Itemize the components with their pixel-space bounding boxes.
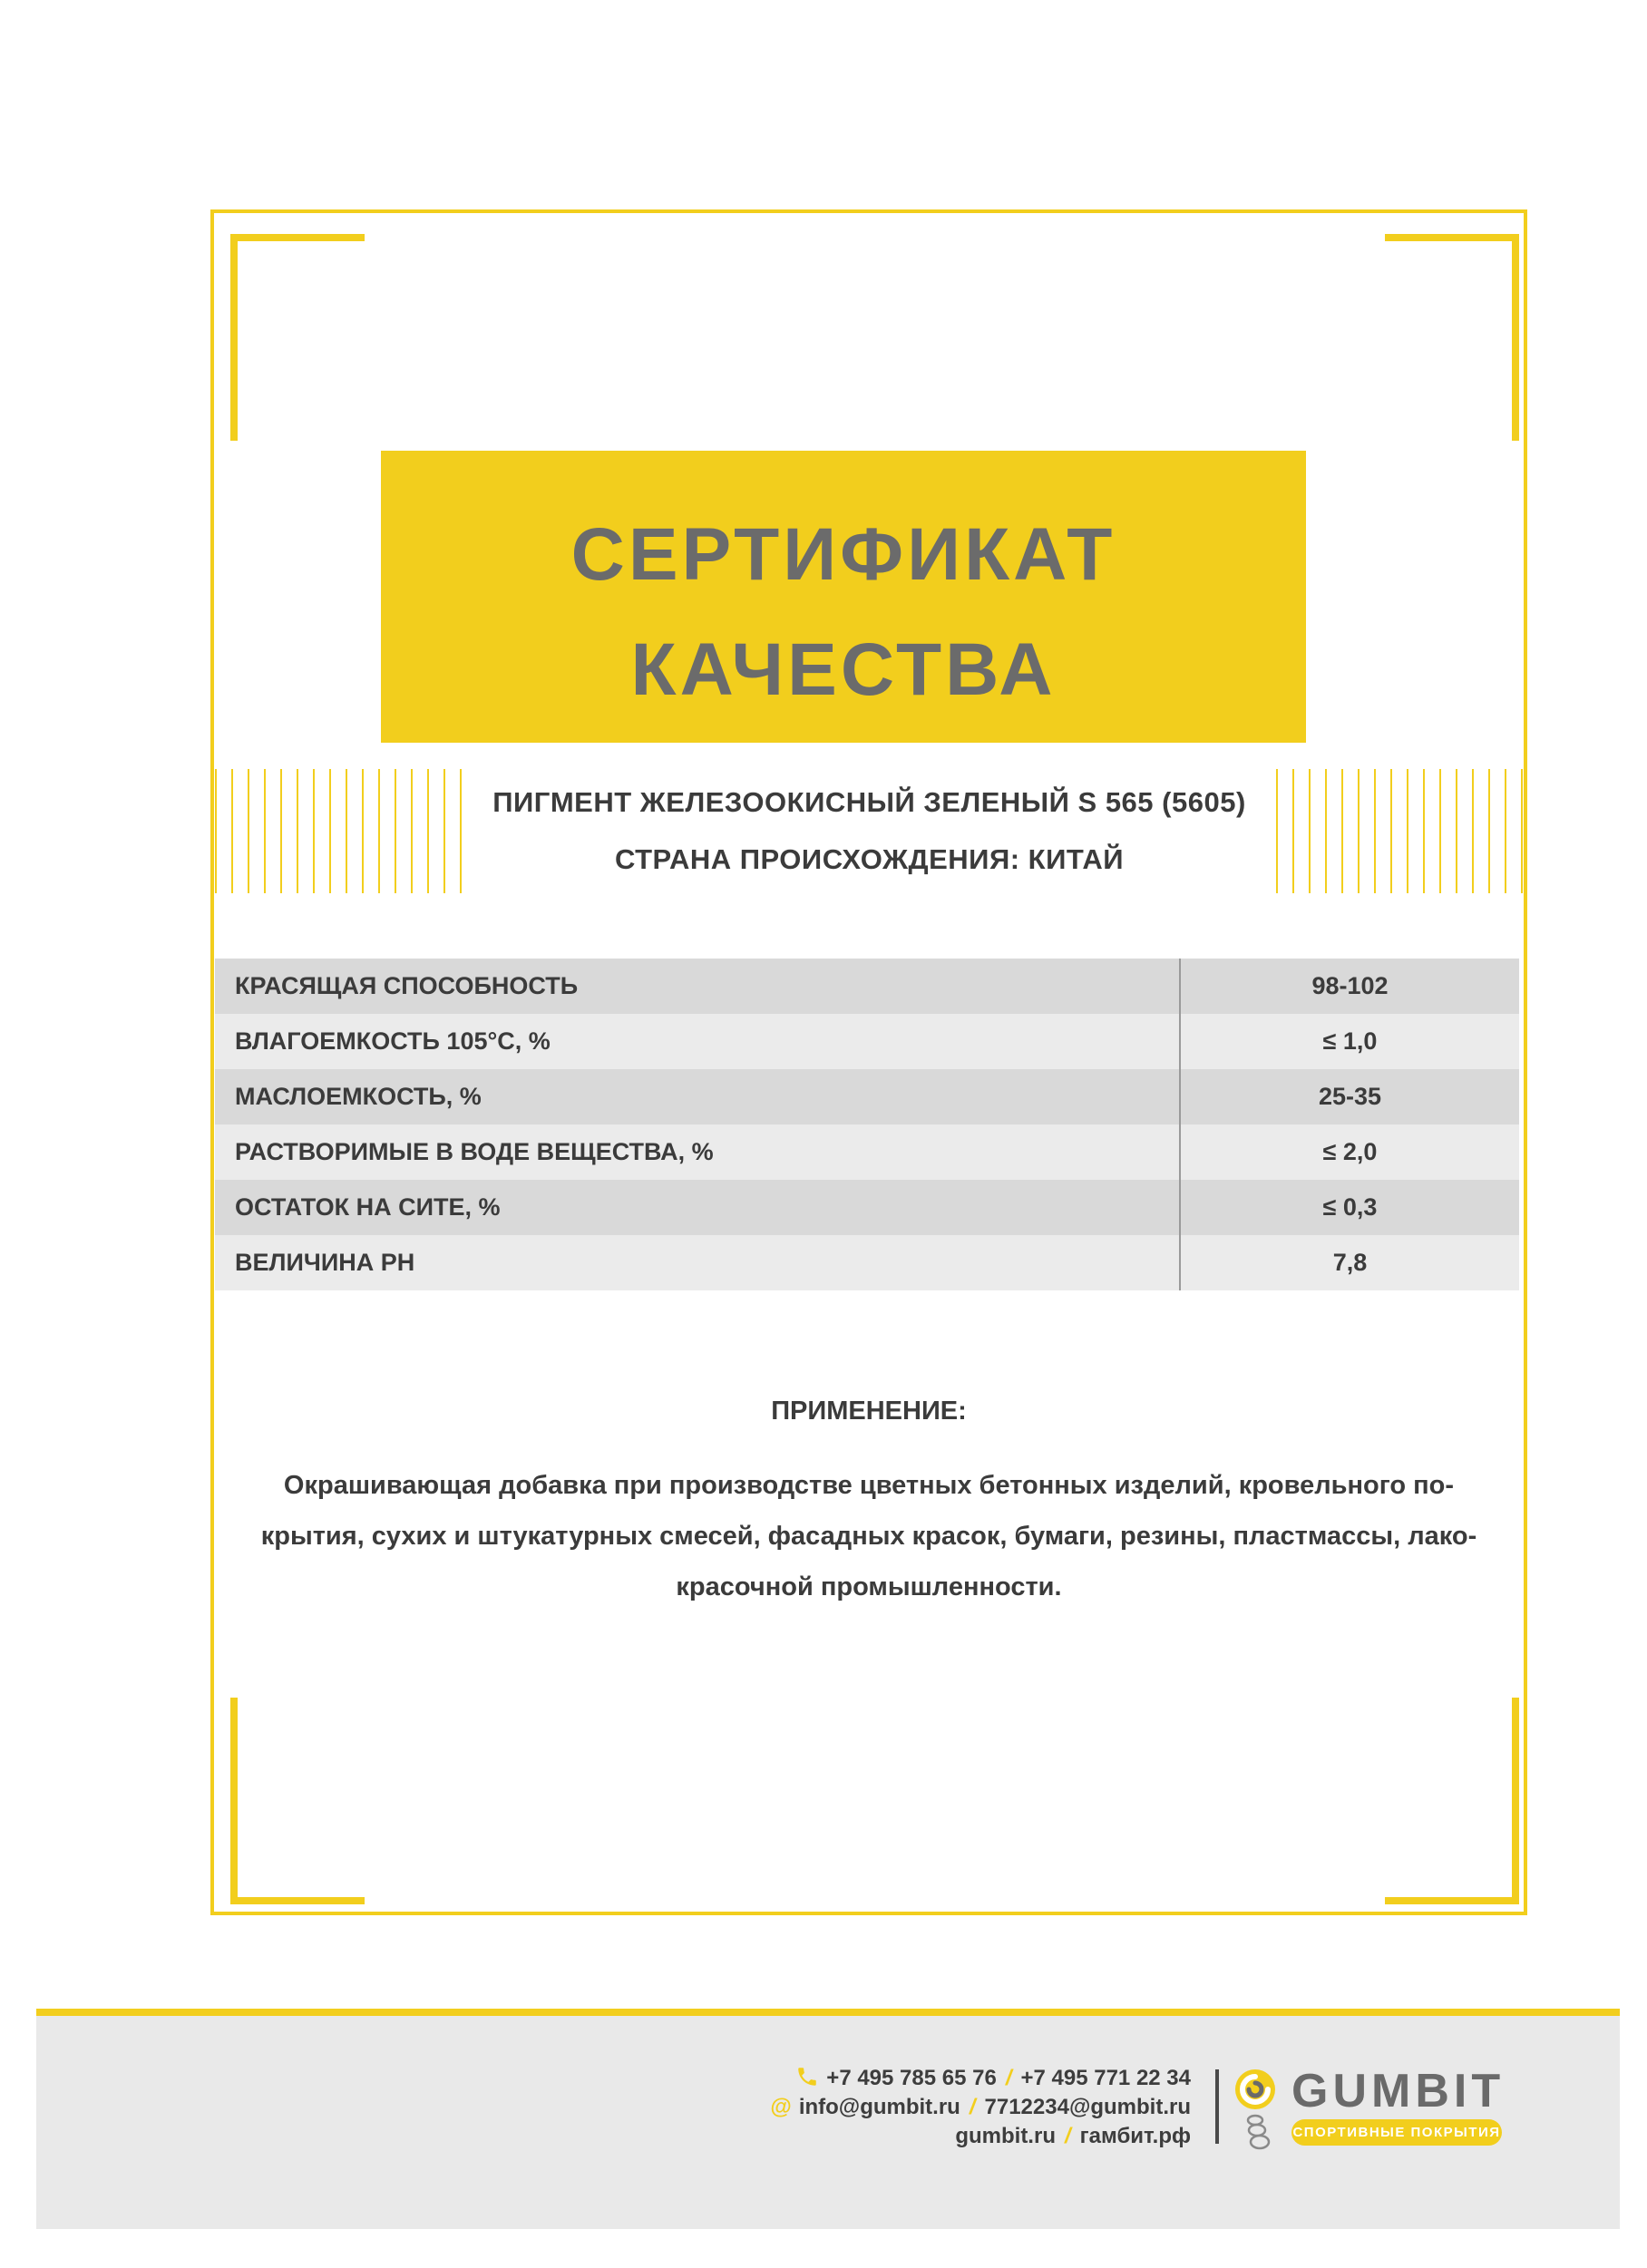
footer-divider	[1215, 2069, 1219, 2144]
spec-table	[215, 959, 1519, 1290]
table-row	[215, 1235, 1519, 1290]
gumbit-wordmark: GUMBIT	[1291, 2065, 1506, 2117]
website-line	[544, 2122, 1191, 2151]
spec-value: 25-35	[1179, 1069, 1519, 1124]
spec-value: 98-102	[1179, 959, 1519, 1014]
table-row	[215, 1124, 1519, 1180]
corner-bracket-top-left	[230, 234, 365, 441]
contact-block	[544, 2064, 1191, 2151]
application-text-line: Окрашивающая добавка при производстве цветных бетонных изделий, кровельного по-	[283, 1471, 1455, 1500]
table-row	[215, 959, 1519, 1014]
phone-number-2: +7 495 771 22 34	[1020, 2066, 1191, 2090]
phone-icon	[795, 2065, 819, 2088]
application-text-line: крытия, сухих и штукатурных смесей, фасадных красок, бумаги, резины, пластмассы, лако-	[260, 1522, 1477, 1551]
phone-line	[544, 2064, 1191, 2093]
country-of-origin: СТРАНА ПРОИСХОЖДЕНИЯ: КИТАЙ	[614, 843, 1125, 875]
spec-label: ВЛАГОЕМКОСТЬ 105°С, %	[235, 1027, 551, 1055]
application-heading: ПРИМЕНЕНИЕ:	[771, 1397, 967, 1426]
application-text-line: красочной промышленности.	[676, 1572, 1062, 1601]
spec-value: ≤ 2,0	[1179, 1124, 1519, 1180]
certificate-title-line1: СЕРТИФИКАТ	[570, 513, 1116, 596]
spec-label: ОСТАТОК НА СИТЕ, %	[235, 1193, 501, 1221]
spec-value: 7,8	[1179, 1235, 1519, 1290]
gumbit-swirl-icon	[1233, 2068, 1277, 2111]
spec-label: РАСТВОРИМЫЕ В ВОДЕ ВЕЩЕСТВА, %	[235, 1138, 714, 1165]
spec-label: ВЕЛИЧИНА PH	[235, 1249, 415, 1276]
application-section	[210, 1397, 1527, 1612]
product-subtitle-box	[473, 769, 1266, 893]
table-row	[215, 1014, 1519, 1069]
footer-accent-bar	[36, 2009, 1620, 2016]
spec-value: ≤ 0,3	[1179, 1180, 1519, 1235]
product-name: ПИГМЕНТ ЖЕЛЕЗООКИСНЫЙ ЗЕЛЕНЫЙ S 565 (5605)	[492, 786, 1246, 818]
spec-value: ≤ 1,0	[1179, 1014, 1519, 1069]
corner-bracket-bottom-left	[230, 1698, 365, 1904]
title-banner	[381, 451, 1306, 743]
website-1: gumbit.ru	[955, 2124, 1056, 2148]
spring-icon	[1244, 2113, 1275, 2151]
at-icon: @	[770, 2095, 792, 2119]
corner-bracket-bottom-right	[1385, 1698, 1519, 1904]
table-row	[215, 1069, 1519, 1124]
spec-label: КРАСЯЩАЯ СПОСОБНОСТЬ	[235, 972, 579, 999]
pinstripe-band	[215, 769, 1524, 893]
separator-slash: /	[1064, 2124, 1071, 2148]
table-row	[215, 1180, 1519, 1235]
certificate-title-line2: КАЧЕСТВА	[630, 628, 1057, 711]
separator-slash: /	[1005, 2066, 1012, 2090]
email-line	[544, 2093, 1191, 2122]
email-2: 7712234@gumbit.ru	[984, 2095, 1191, 2119]
separator-slash: /	[969, 2095, 976, 2119]
phone-number-1: +7 495 785 65 76	[826, 2066, 997, 2090]
website-2: гамбит.рф	[1079, 2124, 1191, 2148]
email-1: info@gumbit.ru	[798, 2095, 960, 2119]
brand-tagline-pill: СПОРТИВНЫЕ ПОКРЫТИЯ	[1291, 2119, 1502, 2146]
spec-label: МАСЛОЕМКОСТЬ, %	[235, 1083, 482, 1110]
corner-bracket-top-right	[1385, 234, 1519, 441]
